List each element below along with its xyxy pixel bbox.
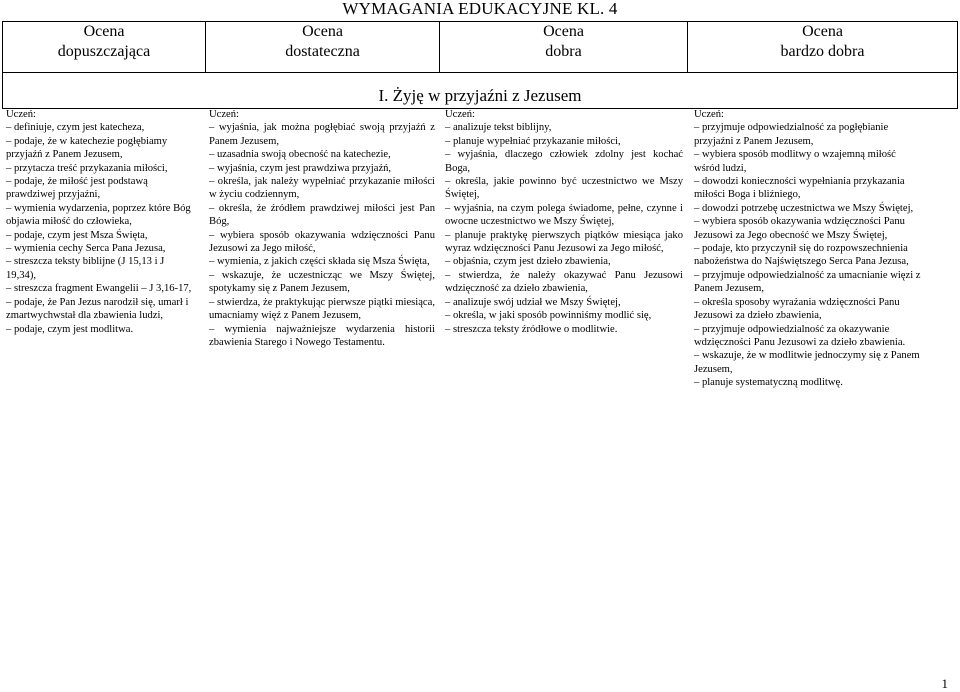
header-grade-4 [688,22,958,73]
requirement-item: – wyjaśnia, dlaczego człowiek zdolny jest kochać Boga, [445,149,683,174]
requirement-item: – podaje, kto przyczynił się do rozpowszechnienia nabożeństwa do Najświętszego Serca Pana Jezusa, [694,243,909,268]
column-dostateczna [209,108,435,349]
requirement-item: – wyjaśnia, jak można pogłębiać swoją przyjaźń z Panem Jezusem, [209,122,435,147]
column-bardzo-dobra [694,108,924,390]
header-grade-2 [206,22,440,73]
requirement-item: – wskazuje, że w modlitwie jednoczymy się z Panem Jezusem, [694,350,920,375]
student-label: Uczeń: [6,109,36,120]
header-grade-4-line1: Ocena [802,23,843,40]
requirement-item: – podaje, że Pan Jezus narodził się, umarł i zmartwychwstał dla zbawienia ludzi, [6,296,189,322]
header-grade-1 [3,22,206,73]
section-title: I. Żyję w przyjaźni z Jezusem [378,86,582,105]
header-grade-4-line2: bardzo dobra [780,43,865,60]
requirement-item: – wskazuje, że uczestnicząc we Mszy Świętej, spotykamy się z Panem Jezusem, [209,269,435,295]
column-dopuszczajaca [6,108,196,336]
requirement-item: – streszcza fragment Ewangelii – J 3,16-17, [6,283,192,295]
student-label: Uczeń: [694,109,724,120]
requirement-item: – streszcza teksty źródłowe o modlitwie. [445,323,618,335]
requirement-item: – wyjaśnia, na czym polega świadome, pełne, czynne i owocne uczestnictwo we Mszy Świętej, [445,202,683,228]
header-grade-2-line1: Ocena [302,23,343,40]
requirement-item: – planuje systematyczną modlitwę. [694,377,843,389]
header-grade-1-line1: Ocena [83,23,125,40]
requirement-item: – podaje, że miłość jest podstawą prawdziwej przyjaźni, [6,176,148,201]
requirement-item: – definiuje, czym jest katecheza, [6,122,145,134]
requirement-item: – wybiera sposób okazywania wdzięczności Panu Jezusowi za Jego obecność we Mszy Świętej, [694,216,905,241]
requirement-item: – uzasadnia swoją obecność na katechezie, [209,149,391,161]
requirement-item: – wybiera sposób modlitwy o wzajemną miłość wśród ludzi, [694,149,896,174]
requirement-item: – przyjmuje odpowiedzialność za okazywanie wdzięczności Panu Jezusowi za dzieło zbawienia. [694,323,906,348]
requirement-item: – określa, jak należy wypełniać przykazanie miłości w życiu codziennym, [209,176,435,201]
requirement-item: – podaje, czym jest Msza Święta, [6,229,148,241]
requirement-item: – określa, że źródłem prawdziwej miłości jest Pan Bóg, [209,202,435,228]
header-grade-2-line2: dostateczna [285,43,360,60]
grade-header-row [3,22,958,73]
requirement-item: – wymienia najważniejsze wydarzenia historii zbawienia Starego i Nowego Testamentu. [209,323,435,348]
requirement-item: – wymienia wydarzenia, poprzez które Bóg objawia miłość do człowieka, [6,202,191,228]
document-title: WYMAGANIA EDUKACYJNE KL. 4 [342,0,618,18]
requirement-item: – określa sposoby wyrażania wdzięczności Panu Jezusowi za dzieło zbawienia, [694,296,900,322]
requirement-item: – wymienia cechy Serca Pana Jezusa, [6,243,166,255]
requirement-item: – streszcza teksty biblijne (J 15,13 i J 19,34), [6,256,165,281]
requirement-item: – stwierdza, że należy okazywać Panu Jezusowi wdzięczność za dzieło zbawienia, [445,269,683,295]
requirement-item: – wybiera sposób okazywania wdzięczności Panu Jezusowi za Jego miłość, [209,229,435,255]
requirement-item: – dowodzi potrzebę uczestnictwa we Mszy Świętej, [694,202,914,214]
student-label: Uczeń: [445,109,475,120]
requirement-item: – objaśnia, czym jest dzieło zbawienia, [445,256,611,268]
header-grade-3-line2: dobra [545,43,582,60]
requirement-item: – analizuje tekst biblijny, [445,122,552,134]
column-dobra [445,108,683,336]
requirement-item: – określa, jakie powinno być uczestnictwo we Mszy Świętej, [445,176,683,201]
requirement-item: – przytacza treść przykazania miłości, [6,162,168,174]
requirement-item: – stwierdza, że praktykując pierwsze piątki miesiąca, umacniamy więź z Panem Jezusem, [209,296,435,322]
requirement-item: – podaje, czym jest modlitwa. [6,323,134,335]
page-number: 1 [941,676,948,691]
requirement-item: – przyjmuje odpowiedzialność za umacnianie więzi z Panem Jezusem, [694,269,921,295]
requirement-item: – dowodzi konieczności wypełniania przykazania miłości Boga i bliźniego, [694,176,905,201]
requirement-item: – podaje, że w katechezie pogłębiamy przyjaźń z Panem Jezusem, [6,135,168,161]
student-label: Uczeń: [209,109,239,120]
header-grade-3-line1: Ocena [543,23,584,40]
header-grade-3 [440,22,688,73]
header-grade-1-line2: dopuszczająca [57,43,151,60]
requirement-item: – określa, w jaki sposób powinniśmy modlić się, [445,310,652,322]
requirement-item: – planuje praktykę pierwszych piątków miesiąca jako wyraz wdzięczności Panu Jezusowi za Jego miłość, [445,229,683,255]
requirement-item: – wymienia, z jakich części składa się Msza Święta, [209,256,430,268]
requirement-item: – analizuje swój udział we Mszy Świętej, [445,296,621,308]
requirement-item: – wyjaśnia, czym jest prawdziwa przyjaźń, [209,162,392,174]
requirement-item: – planuje wypełniać przykazanie miłości, [445,135,621,147]
requirement-item: – przyjmuje odpowiedzialność za pogłębianie przyjaźni z Panem Jezusem, [694,122,889,147]
